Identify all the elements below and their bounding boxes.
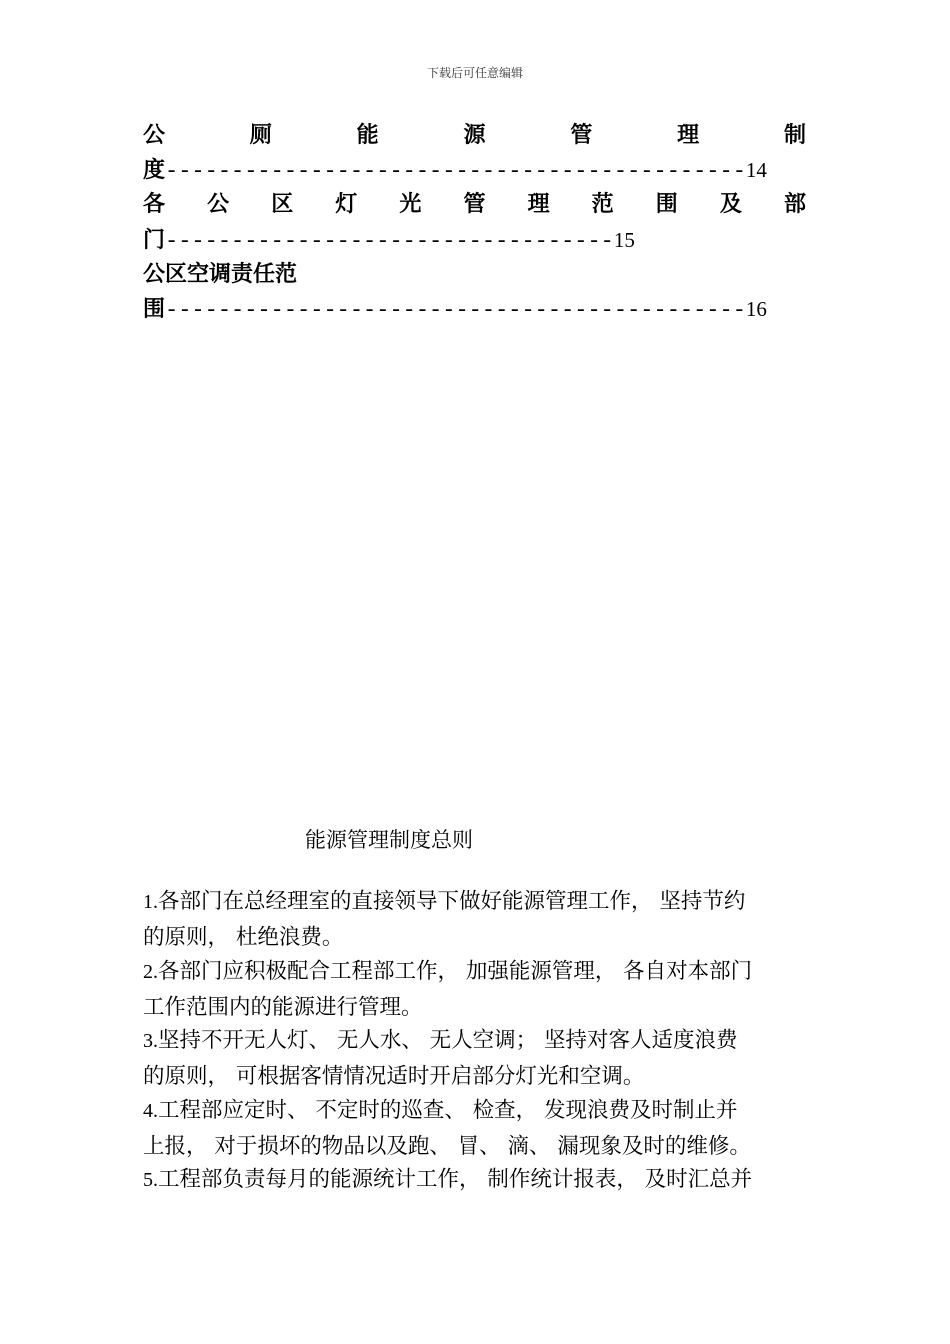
toc-entry-2-title[interactable] xyxy=(143,188,806,222)
paragraph-line xyxy=(143,1023,809,1059)
toc-entry-1-leader-line[interactable] xyxy=(143,153,806,189)
paragraph-2 xyxy=(143,954,809,1025)
item-number: 5. xyxy=(143,1169,158,1191)
toc-char: 及 xyxy=(719,192,742,217)
paragraph-line xyxy=(143,1162,809,1198)
item-number: 1. xyxy=(143,891,158,913)
toc-char: 管 xyxy=(463,192,486,217)
paragraph-line: 工作范围内的能源进行管理。 xyxy=(143,995,423,1020)
paragraph-3 xyxy=(143,1023,809,1094)
toc-page-number: 14 xyxy=(745,158,767,182)
item-number: 4. xyxy=(143,1100,158,1122)
paragraph-4 xyxy=(143,1093,809,1164)
toc-char: 源 xyxy=(463,123,486,148)
toc-leader: ---------------------------------- xyxy=(165,229,614,254)
toc-char: 围 xyxy=(655,192,678,217)
paragraph-text: 各部门在总经理室的直接领导下做好能源管理工作， 坚持节约 xyxy=(158,889,746,914)
paragraph-line xyxy=(143,954,809,990)
toc-char: 区 xyxy=(271,192,294,217)
page-header: 下载后可任意编辑 xyxy=(426,66,523,80)
toc-title-tail: 门 xyxy=(143,228,166,253)
toc-entry-2-leader-line[interactable] xyxy=(143,223,806,259)
paragraph-line: 的原则， 可根据客情情况适时开启部分灯光和空调。 xyxy=(143,1064,645,1089)
toc-char: 理 xyxy=(677,123,700,148)
toc-char: 灯 xyxy=(335,192,358,217)
toc-entry-3-leader-line[interactable] xyxy=(143,292,806,328)
paragraph-text: 工程部应定时、 不定时的巡查、 检查， 发现浪费及时制止并 xyxy=(158,1098,738,1123)
toc-char: 理 xyxy=(527,192,550,217)
toc-title: 公区空调责任范 xyxy=(143,262,298,287)
paragraph-line xyxy=(143,1093,809,1129)
toc-char: 公 xyxy=(207,192,230,217)
paragraph-line xyxy=(143,884,809,920)
paragraph-line: 上报， 对于损坏的物品以及跑、 冒、 滴、 漏现象及时的维修。 xyxy=(143,1134,751,1159)
toc-char: 管 xyxy=(570,123,593,148)
toc-page-number: 15 xyxy=(613,228,635,252)
toc-char: 公 xyxy=(143,123,166,148)
toc-char: 范 xyxy=(591,192,614,217)
paragraph-line: 的原则， 杜绝浪费。 xyxy=(143,925,344,950)
paragraph-text: 工程部负责每月的能源统计工作， 制作统计报表， 及时汇总并 xyxy=(158,1167,753,1192)
toc-leader: -------------------------------------------- xyxy=(165,298,746,323)
item-number: 3. xyxy=(143,1030,158,1052)
paragraph-text: 各部门应积极配合工程部工作， 加强能源管理， 各自对本部门 xyxy=(158,959,753,984)
toc-title-tail: 度 xyxy=(143,158,166,183)
toc-char: 制 xyxy=(783,123,806,148)
item-number: 2. xyxy=(143,961,158,983)
toc-leader: -------------------------------------------- xyxy=(165,159,746,184)
paragraph-text: 坚持不开无人灯、 无人水、 无人空调； 坚持对客人适度浪费 xyxy=(158,1028,738,1053)
toc-title-tail: 围 xyxy=(143,297,166,322)
toc-entry-3-title[interactable] xyxy=(143,258,806,292)
toc-entry-1-title[interactable] xyxy=(143,119,806,153)
section-title: 能源管理制度总则 xyxy=(305,828,473,852)
toc-page-number: 16 xyxy=(745,297,767,321)
paragraph-5 xyxy=(143,1162,809,1198)
toc-char: 厕 xyxy=(249,123,272,148)
toc-char: 光 xyxy=(399,192,422,217)
toc-char: 部 xyxy=(783,192,806,217)
paragraph-1 xyxy=(143,884,809,955)
toc-char: 各 xyxy=(143,192,166,217)
toc-char: 能 xyxy=(356,123,379,148)
